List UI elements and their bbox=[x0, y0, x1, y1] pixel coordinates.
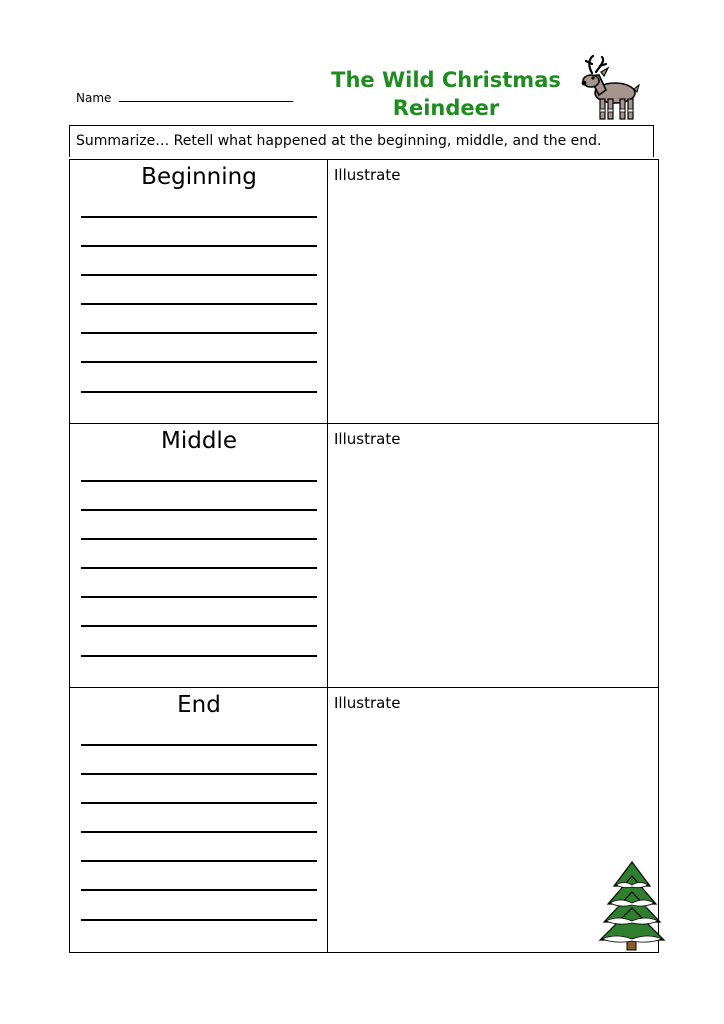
christmas-tree-icon bbox=[598, 858, 666, 953]
writing-line[interactable] bbox=[81, 538, 317, 540]
writing-area-end[interactable] bbox=[70, 688, 328, 952]
writing-line[interactable] bbox=[81, 860, 317, 862]
writing-line[interactable] bbox=[81, 625, 317, 627]
name-label: Name bbox=[76, 91, 112, 105]
illustrate-label: Illustrate bbox=[334, 166, 401, 184]
writing-line[interactable] bbox=[81, 245, 317, 247]
writing-area-middle[interactable] bbox=[70, 424, 328, 687]
writing-line[interactable] bbox=[81, 596, 317, 598]
illustrate-label: Illustrate bbox=[334, 430, 401, 448]
section-heading: End bbox=[177, 692, 221, 718]
writing-line[interactable] bbox=[81, 802, 317, 804]
writing-line[interactable] bbox=[81, 567, 317, 569]
title-line-2: Reindeer bbox=[392, 96, 500, 120]
writing-line[interactable] bbox=[81, 303, 317, 305]
section-heading: Beginning bbox=[141, 164, 257, 190]
writing-line[interactable] bbox=[81, 480, 317, 482]
writing-line[interactable] bbox=[81, 274, 317, 276]
title-line-1: The Wild Christmas bbox=[331, 68, 561, 92]
reindeer-icon bbox=[575, 55, 645, 125]
writing-line[interactable] bbox=[81, 831, 317, 833]
section-heading: Middle bbox=[161, 428, 237, 454]
summary-grid bbox=[69, 159, 659, 953]
writing-line[interactable] bbox=[81, 509, 317, 511]
writing-line[interactable] bbox=[81, 919, 317, 921]
section-beginning bbox=[70, 160, 658, 424]
worksheet-title bbox=[318, 66, 574, 122]
writing-line[interactable] bbox=[81, 361, 317, 363]
name-field-row bbox=[76, 89, 293, 105]
illustrate-label: Illustrate bbox=[334, 694, 401, 712]
section-middle bbox=[70, 424, 658, 688]
instructions-text: Summarize… Retell what happened at the beginning, middle, and the end. bbox=[69, 125, 654, 157]
writing-line[interactable] bbox=[81, 332, 317, 334]
section-end bbox=[70, 688, 658, 952]
writing-line[interactable] bbox=[81, 391, 317, 393]
writing-line[interactable] bbox=[81, 744, 317, 746]
name-line[interactable] bbox=[119, 89, 293, 102]
writing-line[interactable] bbox=[81, 216, 317, 218]
writing-line[interactable] bbox=[81, 889, 317, 891]
writing-area-beginning[interactable] bbox=[70, 160, 328, 423]
writing-line[interactable] bbox=[81, 773, 317, 775]
writing-line[interactable] bbox=[81, 655, 317, 657]
